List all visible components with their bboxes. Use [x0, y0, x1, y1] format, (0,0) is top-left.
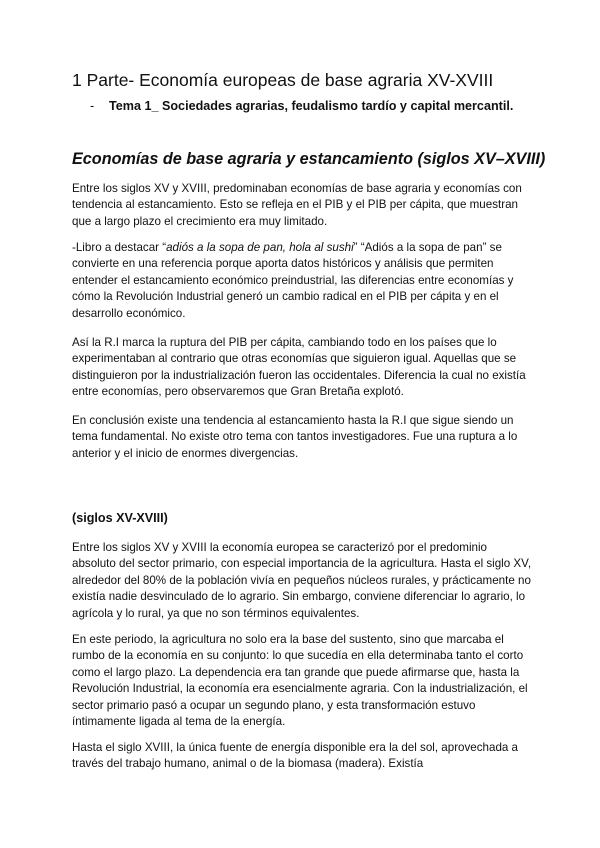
section-title-siglos: (siglos XV-XVIII) [72, 511, 168, 525]
paragraph-3: Así la R.I marca la ruptura del PIB per cápita, cambiando todo en los países que lo experimentaban al contrario que otras economías que siguieron igual. Aquellas que se distinguieron por la industrialización fueron las occidentales. Diferencia la cual no existía entre economías, pero observaremos que Gran Bretaña explotó. [72, 336, 526, 399]
book-title: adiós a la sopa de pan, hola al sushi [166, 241, 354, 254]
part-heading: 1 Parte- Economía europeas de base agraria XV-XVIII [72, 70, 494, 90]
paragraph-6: En este periodo, la agricultura no solo era la base del sustento, sino que marcaba el rumbo de la economía en su conjunto: lo que sucedía en ella determinaba tanto el corto como el largo plazo. La dependencia era tan grande que puede afirmarse que, hasta la Revolución Industrial, la economía era esencialmente agraria. Con la industrialización, el sector primario pasó a ocupar un segundo plano, y esta transformación estuvo íntimamente ligada al tema de la energía. [72, 633, 528, 729]
topic-item [90, 97, 533, 116]
paragraph-2 [72, 240, 532, 322]
topic-label: Tema 1_ Sociedades agrarias, feudalismo tardío y capital mercantil. [109, 99, 514, 113]
paragraph-7: Hasta el siglo XVIII, la única fuente de energía disponible era la del sol, aprovechada a través del trabajo humano, animal o de la biomasa (madera). Existía [72, 741, 519, 771]
paragraph-4: En conclusión existe una tendencia al estancamiento hasta la R.I que sigue siendo un tema fundamental. No existe otro tema con tantos investigadores. Fue una ruptura a lo anterior y el inicio de enormes divergencias. [72, 414, 518, 460]
paragraph-2-rest: ” “Adiós a la sopa de pan” se convierte en una referencia porque aporta datos históricos y análisis que permiten entender el estancamiento económico preindustrial, las diferencias entre economías y cómo la Revolución Industrial generó un cambio radical en el PIB per cápita y en el desarrollo económico. [72, 241, 514, 320]
paragraph-5: Entre los siglos XV y XVIII la economía europea se caracterizó por el predominio absoluto del sector primario, con especial importancia de la agricultura. Hasta el siglo XV, alrededor del 80% de la población vivía en pequeños núcleos rurales, y prácticamente no existía nadie desvinculado de lo agrario. Sin embargo, conviene diferenciar lo agrario, lo agrícola y lo rural, ya que no son términos equivalentes. [72, 541, 532, 620]
section-title-economias: Economías de base agraria y estancamiento (siglos XV–XVIII) [72, 150, 546, 168]
paragraph-1: Entre los siglos XV y XVIII, predominaban economías de base agraria y economías con tendencia al estancamiento. Esto se refleja en el PIB y el PIB per cápita, que muestran que a largo plazo el crecimiento era muy limitado. [72, 182, 522, 228]
paragraph-2-prefix: -Libro a destacar “ [72, 241, 167, 254]
list-dash: - [90, 99, 95, 113]
